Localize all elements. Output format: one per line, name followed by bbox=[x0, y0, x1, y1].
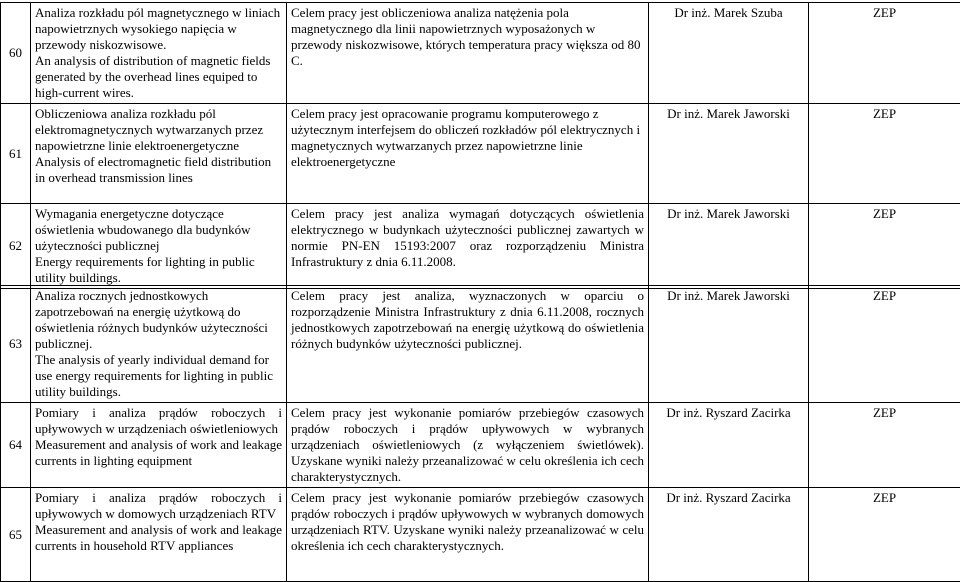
title-polish: Pomiary i analiza prądów roboczych i upływowych w urządzeniach oświetleniowych bbox=[35, 405, 282, 437]
table-row bbox=[1, 204, 960, 289]
thesis-type: ZEP bbox=[809, 3, 960, 104]
thesis-title bbox=[31, 104, 287, 204]
thesis-title bbox=[31, 204, 287, 289]
title-english: Analysis of electromagnetic field distribution in overhead transmission lines bbox=[35, 154, 282, 186]
table-row bbox=[1, 403, 960, 488]
thesis-title bbox=[31, 286, 287, 403]
thesis-goal: Celem pracy jest wykonanie pomiarów przebiegów czasowych prądów roboczych i prądów upływowych w wybranych urządzeniach oświetleniowych (z wyłączeniem świetlówek). Uzyskane wyniki należy przeanalizować w celu określenia ich cech charakterystycznych. bbox=[287, 403, 649, 488]
supervisor: Dr inż. Marek Jaworski bbox=[649, 286, 809, 403]
row-number: 64 bbox=[1, 403, 31, 488]
thesis-type: ZEP bbox=[809, 286, 960, 403]
title-english: The analysis of yearly individual demand for use energy requirements for lighting in public utility buildings. bbox=[35, 352, 282, 400]
row-number: 61 bbox=[1, 104, 31, 204]
title-polish: Pomiary i analiza prądów roboczych i upływowych w domowych urządzeniach RTV bbox=[35, 490, 282, 522]
table-row bbox=[1, 104, 960, 204]
row-number: 62 bbox=[1, 204, 31, 289]
thesis-goal: Celem pracy jest analiza, wyznaczonych w oparciu o rozporządzenie Ministra Infrastruktury z dnia 6.11.2008, rocznych jednostkowych zapotrzebowań na energię użytkową do oświetlenia różnych budynków użyteczności publicznej. bbox=[287, 286, 649, 403]
thesis-title bbox=[31, 403, 287, 488]
title-english: Measurement and analysis of work and leakage currents in household RTV appliances bbox=[35, 522, 282, 554]
thesis-goal: Celem pracy jest opracowanie programu komputerowego z użytecznym interfejsem do obliczeń rozkładów pól elektrycznych i magnetycznych wytwarzanych przez napowietrzne linie elektroenergetyczne bbox=[287, 104, 649, 204]
supervisor: Dr inż. Ryszard Zacirka bbox=[649, 488, 809, 582]
thesis-type: ZEP bbox=[809, 488, 960, 582]
thesis-goal: Celem pracy jest obliczeniowa analiza natężenia pola magnetycznego dla linii napowietrznych wyposażonych w przewody niskozwisowe, których temperatura pracy większa od 80 C. bbox=[287, 3, 649, 104]
table-row bbox=[1, 3, 960, 104]
supervisor: Dr inż. Marek Jaworski bbox=[649, 204, 809, 289]
title-english: Energy requirements for lighting in public utility buildings. bbox=[35, 254, 282, 286]
title-polish: Obliczeniowa analiza rozkładu pól elektromagnetycznych wytwarzanych przez napowietrzne linie elektroenergetyczne bbox=[35, 106, 282, 154]
supervisor: Dr inż. Marek Jaworski bbox=[649, 104, 809, 204]
thesis-goal: Celem pracy jest analiza wymagań dotyczących oświetlenia elektrycznego w budynkach użyteczności publicznej zawartych w normie PN-EN 15193:2007 oraz rozporządzeniu Ministra Infrastruktury z dnia 6.11.2008. bbox=[287, 204, 649, 289]
title-english: An analysis of distribution of magnetic fields generated by the overhead lines equiped to high-current wires. bbox=[35, 53, 282, 101]
thesis-type: ZEP bbox=[809, 104, 960, 204]
thesis-table-lower bbox=[0, 285, 960, 582]
thesis-type: ZEP bbox=[809, 403, 960, 488]
thesis-goal: Celem pracy jest wykonanie pomiarów przebiegów czasowych prądów roboczych i prądów upływowych w wybranych domowych urządzeniach RTV. Uzyskane wyniki należy przeanalizować w celu określenia ich cech charakterystycznych. bbox=[287, 488, 649, 582]
title-polish: Analiza rozkładu pól magnetycznego w liniach napowietrznych wysokiego napięcia w przewody niskozwisowe. bbox=[35, 5, 282, 53]
table-row bbox=[1, 488, 960, 582]
row-number: 63 bbox=[1, 286, 31, 403]
row-number: 65 bbox=[1, 488, 31, 582]
supervisor: Dr inż. Marek Szuba bbox=[649, 3, 809, 104]
title-polish: Analiza rocznych jednostkowych zapotrzebowań na energię użytkową do oświetlenia różnych budynków użyteczności publicznej. bbox=[35, 288, 282, 352]
thesis-title bbox=[31, 3, 287, 104]
supervisor: Dr inż. Ryszard Zacirka bbox=[649, 403, 809, 488]
thesis-type: ZEP bbox=[809, 204, 960, 289]
title-english: Measurement and analysis of work and leakage currents in lighting equipment bbox=[35, 437, 282, 469]
thesis-table-upper bbox=[0, 2, 960, 289]
table-row bbox=[1, 286, 960, 403]
title-polish: Wymagania energetyczne dotyczące oświetlenia wbudowanego dla budynków użyteczności publicznej bbox=[35, 206, 282, 254]
thesis-title bbox=[31, 488, 287, 582]
row-number: 60 bbox=[1, 3, 31, 104]
